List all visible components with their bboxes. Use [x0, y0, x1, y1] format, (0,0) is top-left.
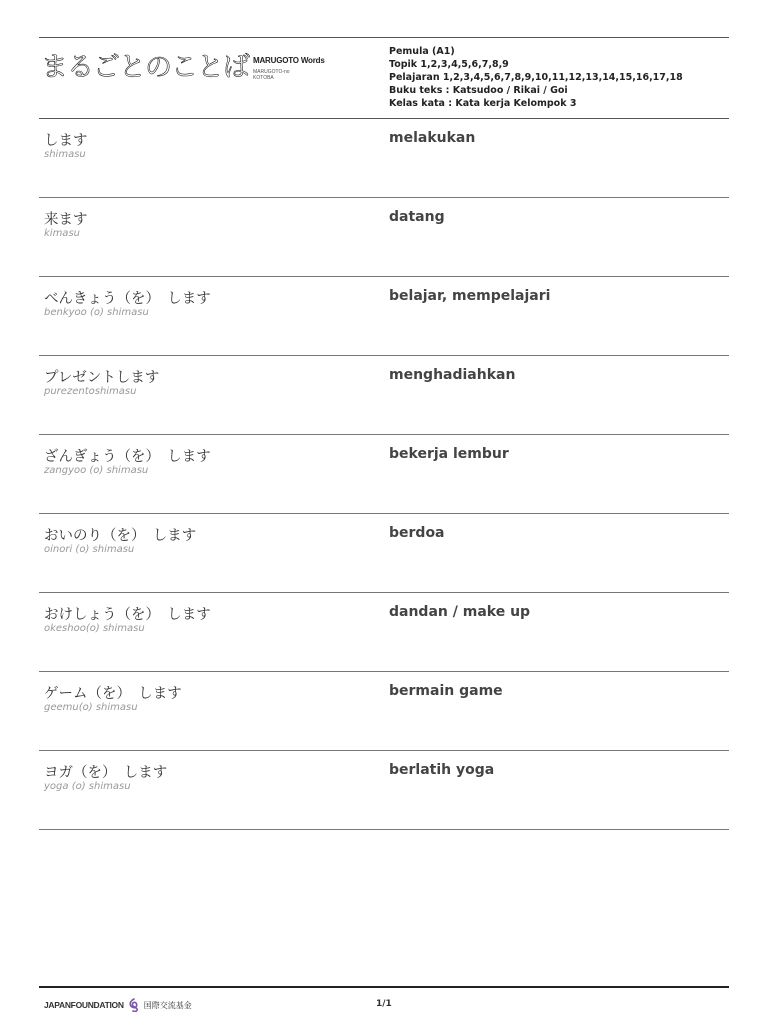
org-name-english: JAPANFOUNDATION [44, 1000, 124, 1010]
word-japanese: おけしょう（を） します [44, 607, 211, 623]
word-romaji: geemu(o) shimasu [44, 702, 138, 713]
org-name-japanese: 国際交流基金 [143, 1000, 192, 1010]
sheet-header [39, 37, 729, 119]
word-romaji: benkyoo (o) shimasu [44, 307, 149, 318]
word-romaji: yoga (o) shimasu [44, 781, 131, 792]
word-row [39, 672, 729, 751]
word-meaning: bekerja lembur [389, 446, 509, 462]
word-japanese: ヨガ（を） します [44, 765, 168, 781]
meta-level: Pemula (A1) [389, 46, 455, 57]
word-japanese: します [44, 133, 88, 149]
word-row [39, 514, 729, 593]
word-row [39, 435, 729, 514]
word-japanese: ゲーム（を） します [44, 686, 182, 702]
word-row [39, 356, 729, 435]
word-row [39, 119, 729, 198]
word-romaji: purezentoshimasu [44, 386, 137, 397]
sheet-metadata [389, 45, 683, 110]
word-row [39, 593, 729, 672]
word-row [39, 277, 729, 356]
japan-foundation-logo [44, 998, 192, 1012]
logo-subtitle-2: KOTOBA [253, 75, 274, 81]
word-romaji: kimasu [44, 228, 80, 239]
meta-word-class: Kelas kata : Kata kerja Kelompok 3 [389, 98, 577, 109]
word-meaning: belajar, mempelajari [389, 288, 551, 304]
word-meaning: datang [389, 209, 445, 225]
word-meaning: menghadiahkan [389, 367, 516, 383]
word-japanese: ざんぎょう（を） します [44, 449, 211, 465]
japan-foundation-mark-icon [127, 998, 141, 1012]
word-japanese: 来ます [44, 212, 88, 228]
meta-lessons: Pelajaran 1,2,3,4,5,6,7,8,9,10,11,12,13,14,15,16,17,18 [389, 72, 683, 83]
page-number: 1/1 [376, 999, 392, 1009]
sheet-footer [39, 986, 729, 1018]
word-romaji: okeshoo(o) shimasu [44, 623, 145, 634]
logo-japanese-text: まるごとのことば [41, 52, 249, 83]
vocabulary-sheet [39, 37, 729, 830]
word-meaning: bermain game [389, 683, 503, 699]
word-meaning: dandan / make up [389, 604, 531, 620]
word-meaning: berdoa [389, 525, 445, 541]
word-japanese: プレゼントします [44, 370, 160, 386]
meta-topics: Topik 1,2,3,4,5,6,7,8,9 [389, 59, 509, 70]
word-row [39, 198, 729, 277]
word-romaji: shimasu [44, 149, 86, 160]
logo-english-text: MARUGOTO Words [253, 56, 325, 65]
word-meaning: melakukan [389, 130, 476, 146]
word-row [39, 751, 729, 830]
marugoto-logo [41, 50, 325, 86]
word-romaji: oinori (o) shimasu [44, 544, 135, 555]
logo-subtitle-1: MARUGOTO-no [253, 69, 290, 75]
word-meaning: berlatih yoga [389, 762, 495, 778]
word-romaji: zangyoo (o) shimasu [44, 465, 149, 476]
word-japanese: おいのり（を） します [44, 528, 197, 544]
word-japanese: べんきょう（を） します [44, 291, 211, 307]
meta-textbook: Buku teks : Katsudoo / Rikai / Goi [389, 85, 568, 96]
